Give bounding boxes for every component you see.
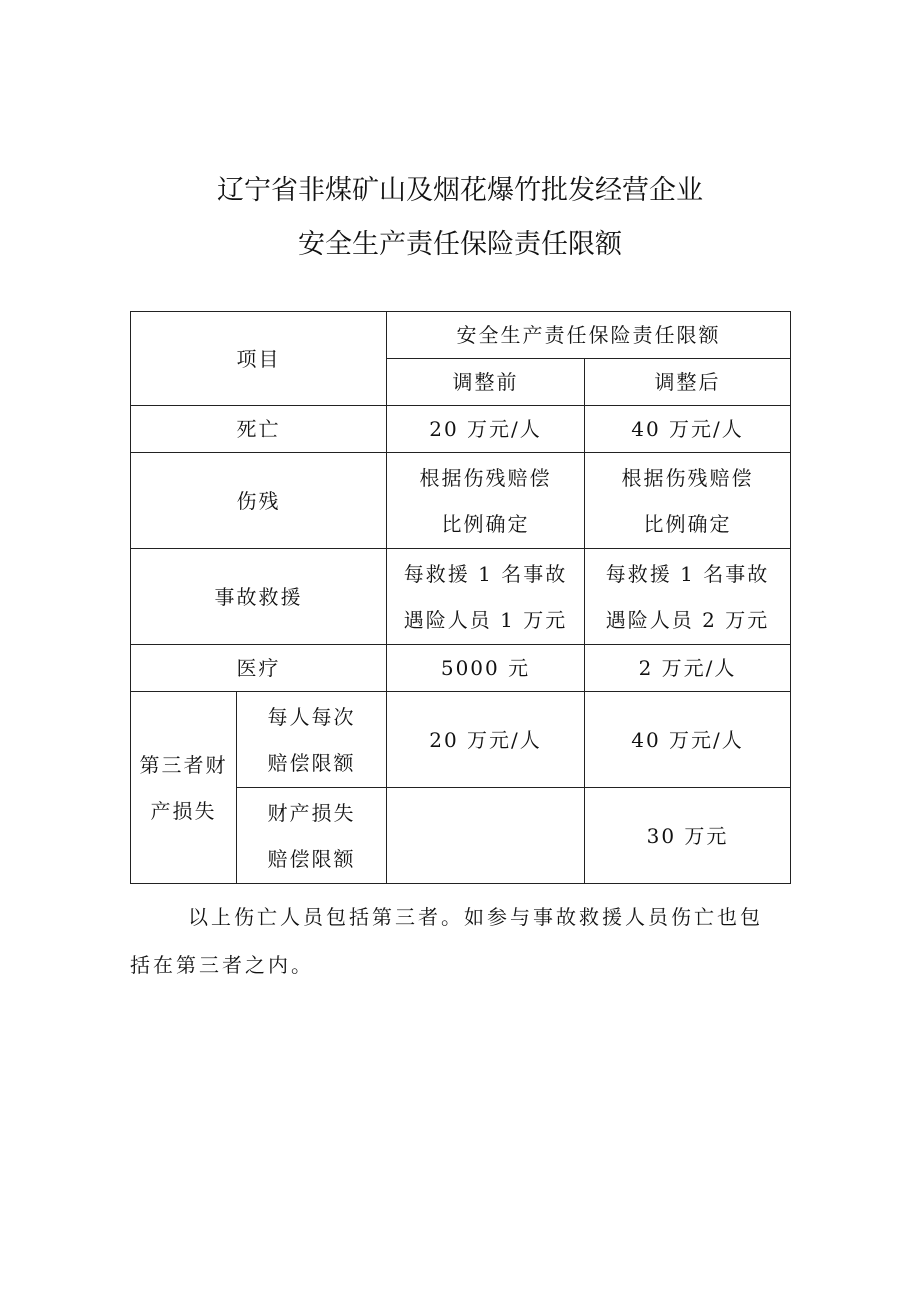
row-label-disability: 伤残 [131, 453, 387, 549]
property-after-cell: 30 万元 [585, 788, 791, 884]
table-row [131, 406, 791, 453]
disability-before-line1: 根据伤残赔偿 [419, 465, 552, 490]
table-footnote: 以上伤亡人员包括第三者。如参与事故救援人员伤亡也包括在第三者之内。 [130, 905, 763, 977]
medical-after-cell: 2 万元/人 [585, 645, 791, 692]
per-person-label-line1: 每人每次 [267, 704, 356, 729]
row-label-rescue: 事故救援 [131, 549, 387, 645]
rescue-before-cell [387, 549, 585, 645]
third-party-label-line2: 产损失 [150, 798, 217, 823]
rescue-after-line2: 遇险人员 2 万元 [605, 607, 770, 632]
disability-before-line2: 比例确定 [441, 511, 530, 536]
rescue-before-line1: 每救援 1 名事故 [403, 561, 568, 586]
property-before-cell [387, 788, 585, 884]
per-person-label-line2: 赔偿限额 [267, 750, 356, 775]
document-title-line2: 安全生产责任保险责任限额 [298, 229, 622, 260]
row-label-death: 死亡 [131, 406, 387, 453]
rescue-after-cell [585, 549, 791, 645]
disability-before-cell [387, 453, 585, 549]
table-row [131, 645, 791, 692]
document-title-line1: 辽宁省非煤矿山及烟花爆竹批发经营企业 [217, 175, 703, 206]
per-person-after-cell: 40 万元/人 [585, 692, 791, 788]
row-label-medical: 医疗 [131, 645, 387, 692]
death-after-cell: 40 万元/人 [585, 406, 791, 453]
property-label-line2: 赔偿限额 [267, 846, 356, 871]
header-item-cell: 项目 [131, 312, 387, 406]
property-label-line1: 财产损失 [267, 800, 356, 825]
table-row [131, 692, 791, 788]
header-before-cell: 调整前 [387, 359, 585, 406]
header-after-cell: 调整后 [585, 359, 791, 406]
table-row [131, 549, 791, 645]
rescue-before-line2: 遇险人员 1 万元 [403, 607, 568, 632]
death-before-cell: 20 万元/人 [387, 406, 585, 453]
third-party-label-line1: 第三者财 [139, 752, 228, 777]
rescue-after-line1: 每救援 1 名事故 [605, 561, 770, 586]
medical-before-cell: 5000 元 [387, 645, 585, 692]
table-header-row [131, 312, 791, 359]
property-label-cell [237, 788, 387, 884]
per-person-label-cell [237, 692, 387, 788]
disability-after-line1: 根据伤残赔偿 [621, 465, 754, 490]
per-person-before-cell: 20 万元/人 [387, 692, 585, 788]
disability-after-line2: 比例确定 [643, 511, 732, 536]
row-label-third-party [131, 692, 237, 884]
disability-after-cell [585, 453, 791, 549]
liability-limits-table [130, 311, 791, 884]
table-row [131, 453, 791, 549]
header-group-cell: 安全生产责任保险责任限额 [387, 312, 791, 359]
